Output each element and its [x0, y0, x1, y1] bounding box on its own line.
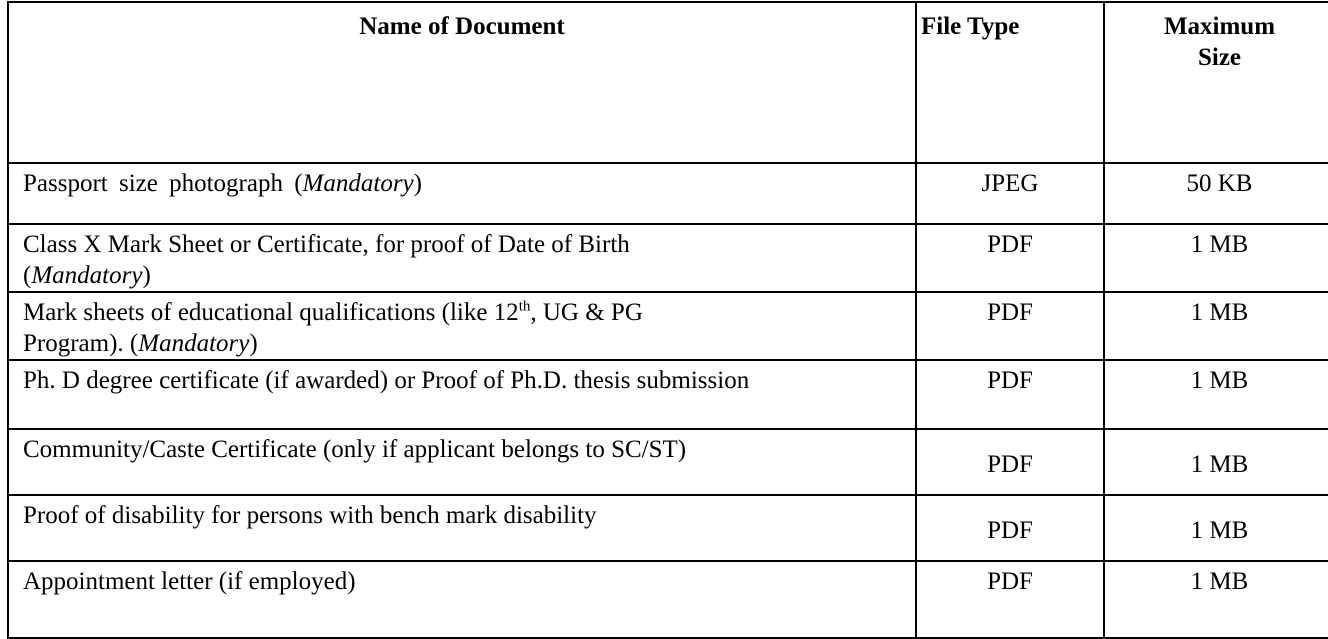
max-size: 1 MB [1104, 429, 1328, 495]
file-type: PDF [916, 360, 1104, 429]
file-type: JPEG [916, 163, 1104, 224]
table-row [8, 163, 1328, 224]
max-size: 1 MB [1104, 224, 1328, 292]
header-maximum-size: Maximum Size [1104, 2, 1328, 163]
header-name-of-document: Name of Document [8, 2, 916, 163]
document-name: Passport size photograph (Mandatory) [8, 163, 916, 224]
file-type: PDF [916, 495, 1104, 561]
max-size: 50 KB [1104, 163, 1328, 224]
document-name: Proof of disability for persons with bench mark disability [8, 495, 916, 561]
file-type: PDF [916, 224, 1104, 292]
max-size: 1 MB [1104, 360, 1328, 429]
table-row [8, 224, 1328, 292]
max-size: 1 MB [1104, 561, 1328, 638]
file-type: PDF [916, 561, 1104, 638]
header-file-type: File Type [916, 2, 1104, 163]
table-row [8, 495, 1328, 561]
file-type: PDF [916, 429, 1104, 495]
document-name: Class X Mark Sheet or Certificate, for proof of Date of Birth (Mandatory) [8, 224, 916, 292]
max-size: 1 MB [1104, 292, 1328, 360]
table-row [8, 360, 1328, 429]
table-row [8, 561, 1328, 638]
documents-table [7, 1, 1328, 639]
table-row [8, 292, 1328, 360]
file-type: PDF [916, 292, 1104, 360]
document-name: Appointment letter (if employed) [8, 561, 916, 638]
table-row [8, 429, 1328, 495]
document-name: Ph. D degree certificate (if awarded) or Proof of Ph.D. thesis submission [8, 360, 916, 429]
max-size: 1 MB [1104, 495, 1328, 561]
document-name: Mark sheets of educational qualifications (like 12th, UG & PG Program). (Mandatory) [8, 292, 916, 360]
document-name: Community/Caste Certificate (only if applicant belongs to SC/ST) [8, 429, 916, 495]
header-row [8, 2, 1328, 163]
